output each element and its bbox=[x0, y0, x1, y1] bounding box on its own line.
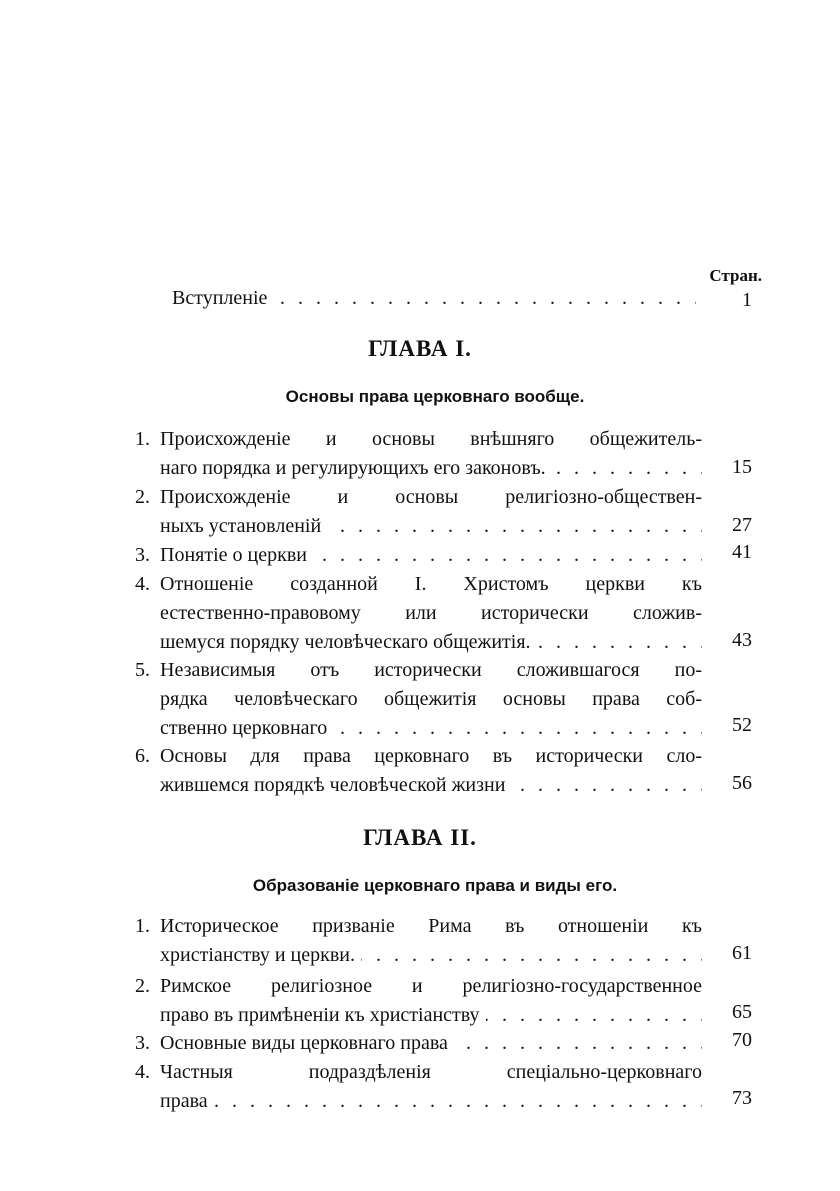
toc-entry-title: Вступленіе . . . bbox=[172, 284, 696, 313]
entry-line: ственно церковнаго . . . bbox=[160, 714, 702, 743]
toc-page-number: 70 bbox=[732, 1029, 752, 1051]
chapter-heading: ГЛАВА I. bbox=[368, 336, 472, 361]
entry-line: Независимыя отъ исторически сложившагося по- bbox=[160, 659, 702, 681]
entry-number: 5. bbox=[135, 659, 150, 681]
toc-page-number: 56 bbox=[732, 772, 752, 794]
chapter-subtitle: Основы права церковнаго вообще. bbox=[285, 387, 585, 406]
entry-line: Понятіе о церкви . . . bbox=[160, 541, 702, 570]
entry-line: Происхожденіе и основы внѣшняго общежитель- bbox=[160, 428, 702, 450]
toc-page-number: 1 bbox=[742, 289, 752, 311]
entry-line: права . . . bbox=[160, 1087, 702, 1116]
entry-number: 2. bbox=[135, 486, 150, 508]
toc-page-number: 61 bbox=[732, 942, 752, 964]
entry-line: ныхъ установленій . . . bbox=[160, 512, 702, 541]
entry-line: шемуся порядку человѣческаго общежитія. . . . bbox=[160, 628, 702, 657]
entry-line: Происхожденіе и основы религіозно-обществен- bbox=[160, 486, 702, 508]
entry-line: Отношеніе созданной І. Христомъ церкви къ bbox=[160, 573, 702, 595]
entry-line: Основные виды церковнаго права . . . bbox=[160, 1029, 702, 1058]
entry-line: христіанству и церкви. . . . bbox=[160, 941, 702, 970]
toc-page-number: 27 bbox=[732, 514, 752, 536]
chapter-heading: ГЛАВА II. bbox=[363, 825, 477, 850]
entry-line: Частныя подраздѣленія спеціально-церковнаго bbox=[160, 1061, 702, 1083]
entry-number: 2. bbox=[135, 975, 150, 997]
entry-number: 3. bbox=[135, 1032, 150, 1054]
toc-page-number: 52 bbox=[732, 714, 752, 736]
chapter-subtitle: Образованіе церковнаго права и виды его. bbox=[252, 876, 618, 895]
entry-number: 3. bbox=[135, 544, 150, 566]
entry-number: 1. bbox=[135, 915, 150, 937]
entry-line: Историческое призваніе Рима въ отношеніи къ bbox=[160, 915, 702, 937]
toc-page-number: 41 bbox=[732, 541, 752, 563]
toc-page-number: 43 bbox=[732, 629, 752, 651]
entry-number: 4. bbox=[135, 1061, 150, 1083]
entry-line: наго порядка и регулирующихъ его законовъ. . . . bbox=[160, 454, 702, 483]
entry-line: Основы для права церковнаго въ исторически сло- bbox=[160, 745, 702, 767]
toc-page-number: 73 bbox=[732, 1087, 752, 1109]
entry-line: естественно-правовому или исторически сложив- bbox=[160, 602, 702, 624]
entry-number: 6. bbox=[135, 745, 150, 767]
entry-number: 1. bbox=[135, 428, 150, 450]
toc-page-number: 15 bbox=[732, 456, 752, 478]
entry-line: жившемся порядкѣ человѣческой жизни . . . bbox=[160, 771, 702, 800]
entry-number: 4. bbox=[135, 573, 150, 595]
toc-page-number: 65 bbox=[732, 1001, 752, 1023]
entry-line: право въ примѣненіи къ христіанству . . . bbox=[160, 1001, 702, 1030]
page-column-label: Стран. bbox=[709, 266, 762, 285]
entry-line: Римское религіозное и религіозно-государственное bbox=[160, 975, 702, 997]
entry-line: рядка человѣческаго общежитія основы права соб- bbox=[160, 688, 702, 710]
